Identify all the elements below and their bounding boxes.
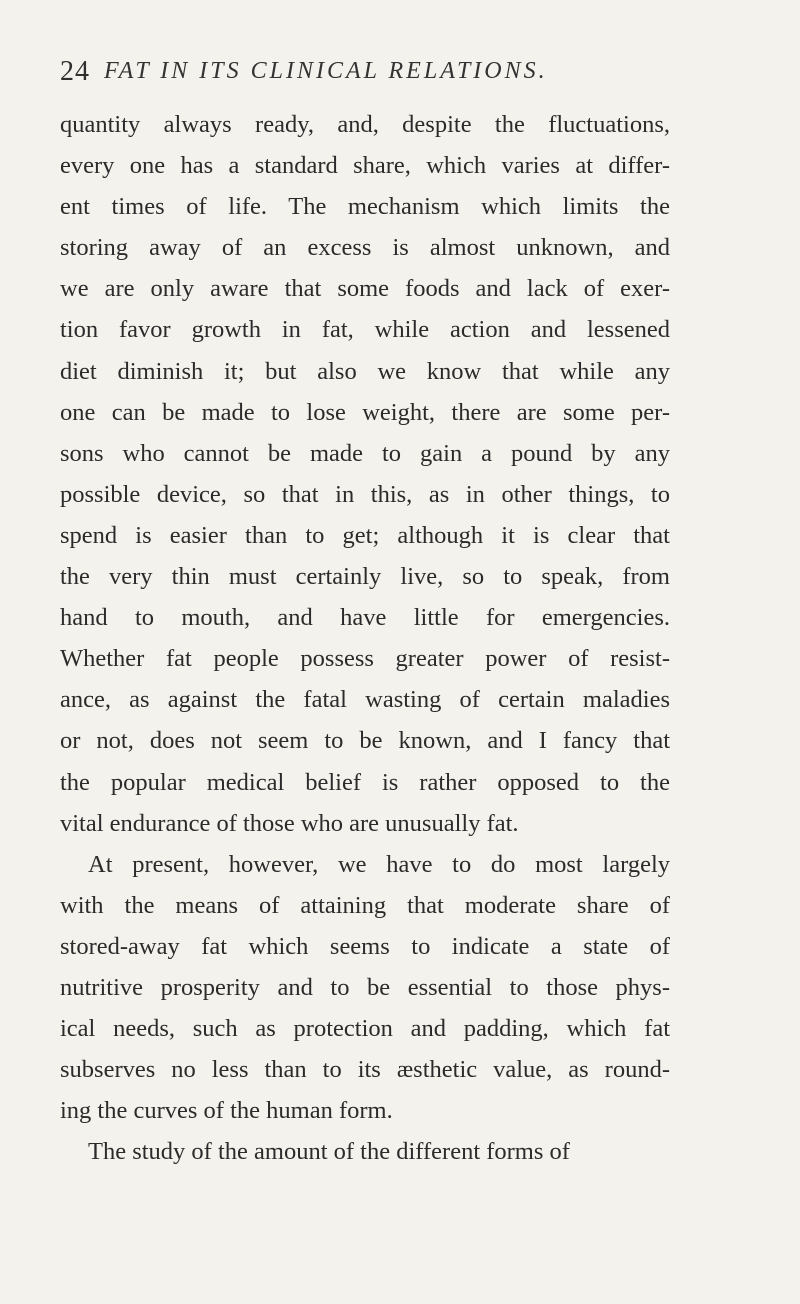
text-line: diet diminish it; but also we know that while any	[60, 357, 670, 385]
text-line: ing the curves of the human form.	[60, 1097, 393, 1125]
text-line: possible device, so that in this, as in other things, to	[60, 480, 670, 508]
text-line: with the means of attaining that moderate share of	[60, 891, 670, 919]
text-line: tion favor growth in fat, while action and lessened	[60, 316, 670, 344]
text-line: The study of the amount of the different forms of	[88, 1138, 570, 1166]
text-line: vital endurance of those who are unusually fat.	[60, 809, 519, 837]
text-line: the very thin must certainly live, so to speak, from	[60, 563, 670, 591]
page-header	[60, 56, 660, 96]
text-line: we are only aware that some foods and lack of exer-	[60, 275, 670, 303]
text-line: Whether fat people possess greater power of resist-	[60, 645, 670, 673]
text-line: stored-away fat which seems to indicate a state of	[60, 932, 670, 960]
page-number: 24	[60, 56, 90, 87]
text-line: every one has a standard share, which varies at differ-	[60, 152, 670, 180]
text-line: or not, does not seem to be known, and I fancy that	[60, 727, 670, 755]
text-line: the popular medical belief is rather opposed to the	[60, 768, 670, 796]
text-line: quantity always ready, and, despite the fluctuations,	[60, 111, 670, 138]
body-text	[60, 104, 670, 1172]
text-line: ent times of life. The mechanism which limits the	[60, 193, 670, 221]
text-line: ance, as against the fatal wasting of certain maladies	[60, 686, 670, 714]
text-line: sons who cannot be made to gain a pound by any	[60, 439, 670, 467]
text-line: hand to mouth, and have little for emergencies.	[60, 604, 670, 632]
text-line: spend is easier than to get; although it is clear that	[60, 521, 670, 549]
text-line: ical needs, such as protection and padding, which fat	[60, 1015, 670, 1043]
running-head: FAT IN ITS CLINICAL RELATIONS.	[104, 58, 548, 84]
text-line: storing away of an excess is almost unknown, and	[60, 234, 670, 262]
text-line: subserves no less than to its æsthetic value, as round-	[60, 1056, 670, 1084]
text-line: nutritive prosperity and to be essential to those phys-	[60, 973, 670, 1001]
text-line: one can be made to lose weight, there are some per-	[60, 398, 670, 426]
text-line: At present, however, we have to do most largely	[88, 850, 670, 878]
